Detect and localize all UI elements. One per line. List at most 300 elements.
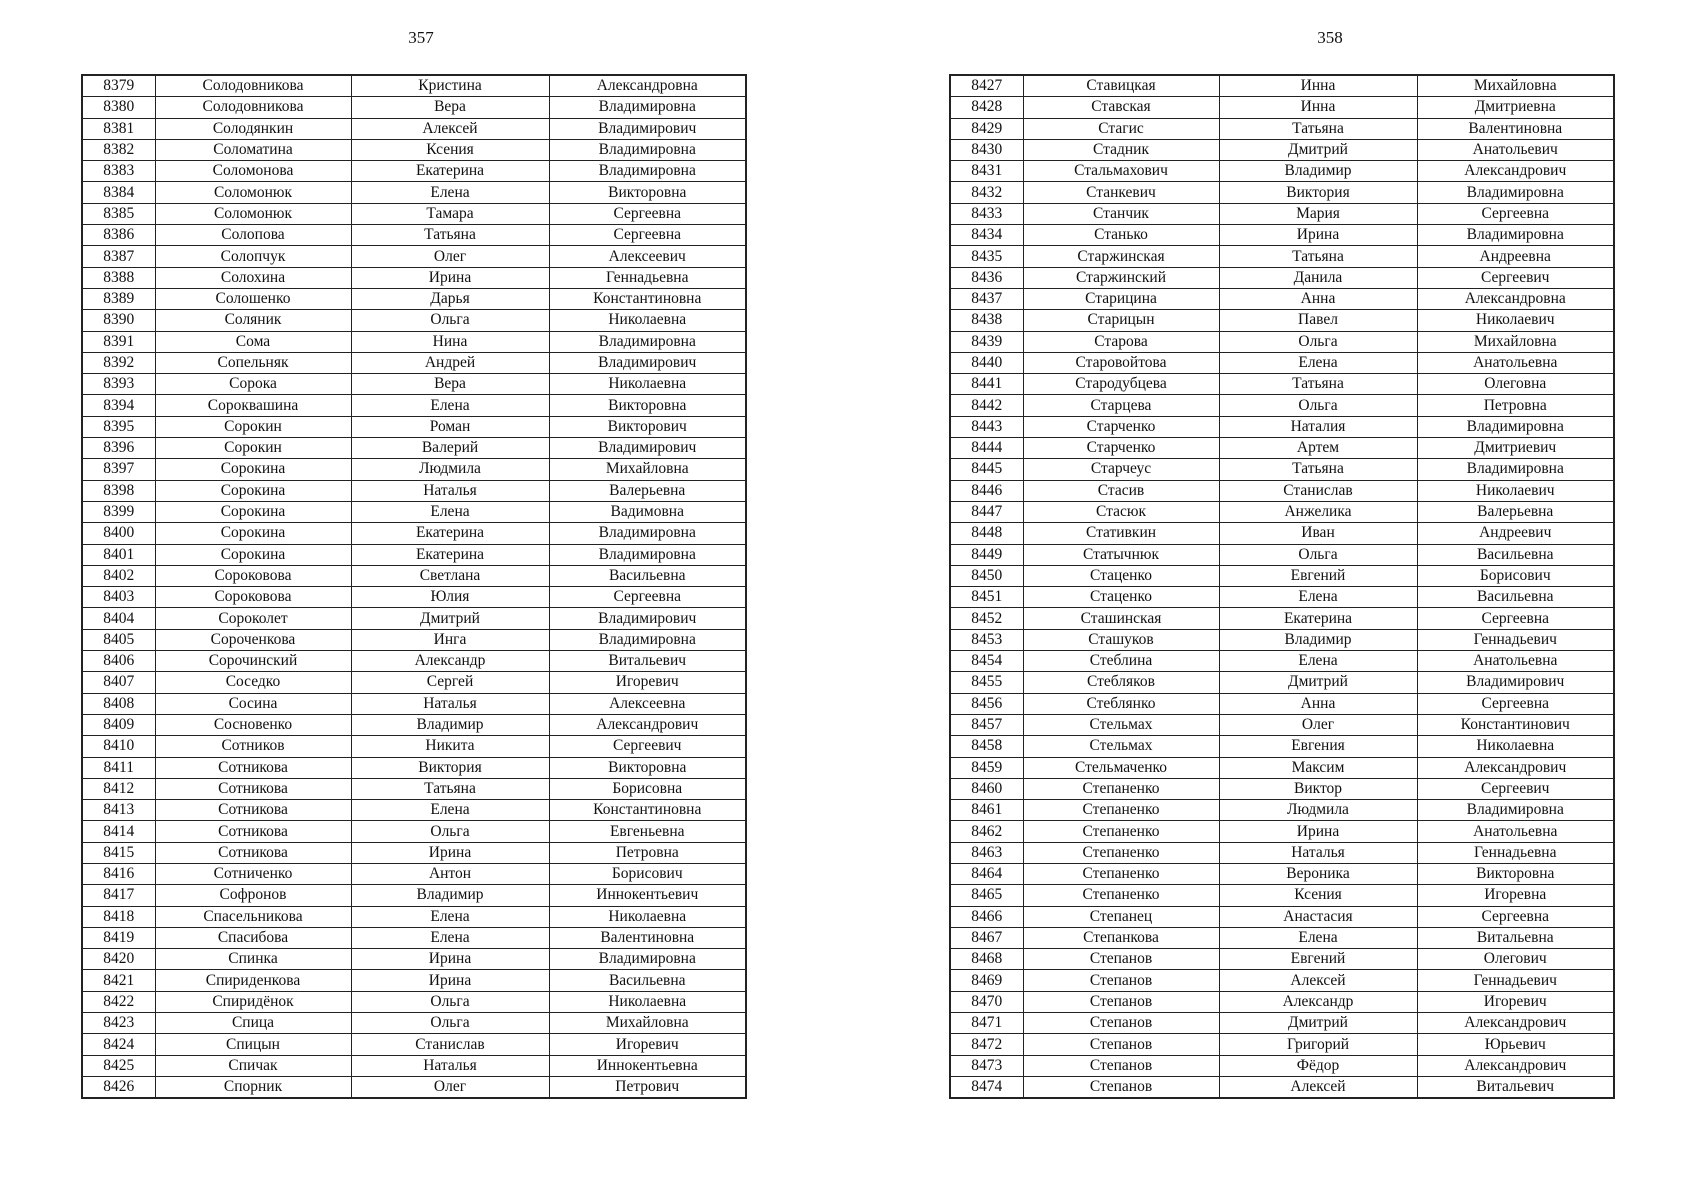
first-name-cell: Екатерина [1219, 608, 1417, 629]
last-name-cell: Стародубцева [1023, 374, 1219, 395]
last-name-cell: Сотниченко [155, 863, 351, 884]
patronymic-cell: Васильевна [1417, 544, 1614, 565]
last-name-cell: Сома [155, 331, 351, 352]
table-row [950, 736, 1614, 757]
table-row [82, 714, 746, 735]
first-name-cell: Вера [351, 374, 549, 395]
table-row [950, 1034, 1614, 1055]
patronymic-cell: Олегович [1417, 949, 1614, 970]
row-number-cell: 8458 [950, 736, 1023, 757]
last-name-cell: Степанов [1023, 1013, 1219, 1034]
patronymic-cell: Валентиновна [549, 927, 746, 948]
first-name-cell: Андрей [351, 352, 549, 373]
table-row [950, 821, 1614, 842]
patronymic-cell: Алексеевич [549, 246, 746, 267]
last-name-cell: Соломонюк [155, 203, 351, 224]
table-row [950, 927, 1614, 948]
last-name-cell: Стальмахович [1023, 161, 1219, 182]
last-name-cell: Сороченкова [155, 629, 351, 650]
first-name-cell: Ксения [1219, 885, 1417, 906]
patronymic-cell: Андреевна [1417, 246, 1614, 267]
first-name-cell: Роман [351, 416, 549, 437]
last-name-cell: Степанов [1023, 1076, 1219, 1098]
last-name-cell: Степанец [1023, 906, 1219, 927]
last-name-cell: Старовойтова [1023, 352, 1219, 373]
last-name-cell: Спорник [155, 1076, 351, 1098]
row-number-cell: 8436 [950, 267, 1023, 288]
patronymic-cell: Владимировна [549, 331, 746, 352]
patronymic-cell: Сергеевич [1417, 267, 1614, 288]
patronymic-cell: Сергеевна [549, 225, 746, 246]
row-number-cell: 8457 [950, 714, 1023, 735]
row-number-cell: 8449 [950, 544, 1023, 565]
table-row [82, 608, 746, 629]
table-row [950, 203, 1614, 224]
patronymic-cell: Витальевич [1417, 1076, 1614, 1098]
first-name-cell: Татьяна [1219, 374, 1417, 395]
last-name-cell: Сорокина [155, 544, 351, 565]
patronymic-cell: Владимировна [1417, 182, 1614, 203]
last-name-cell: Сорокина [155, 480, 351, 501]
row-number-cell: 8425 [82, 1055, 155, 1076]
first-name-cell: Юлия [351, 587, 549, 608]
patronymic-cell: Владимировна [549, 949, 746, 970]
first-name-cell: Ксения [351, 139, 549, 160]
last-name-cell: Солодовникова [155, 97, 351, 118]
first-name-cell: Елена [351, 927, 549, 948]
last-name-cell: Соляник [155, 310, 351, 331]
last-name-cell: Спасибова [155, 927, 351, 948]
register-table [949, 74, 1615, 1099]
first-name-cell: Ольга [1219, 544, 1417, 565]
patronymic-cell: Сергеевич [1417, 778, 1614, 799]
last-name-cell: Старжинский [1023, 267, 1219, 288]
patronymic-cell: Сергеевич [549, 736, 746, 757]
patronymic-cell: Викторовна [549, 757, 746, 778]
patronymic-cell: Петрович [549, 1076, 746, 1098]
last-name-cell: Стельмах [1023, 714, 1219, 735]
row-number-cell: 8453 [950, 629, 1023, 650]
table-row [950, 693, 1614, 714]
last-name-cell: Старченко [1023, 416, 1219, 437]
first-name-cell: Владимир [351, 714, 549, 735]
first-name-cell: Ольга [351, 991, 549, 1012]
row-number-cell: 8429 [950, 118, 1023, 139]
row-number-cell: 8382 [82, 139, 155, 160]
first-name-cell: Станислав [351, 1034, 549, 1055]
table-row [82, 288, 746, 309]
table-row [950, 139, 1614, 160]
patronymic-cell: Валентиновна [1417, 118, 1614, 139]
first-name-cell: Елена [351, 800, 549, 821]
table-row [950, 778, 1614, 799]
row-number-cell: 8393 [82, 374, 155, 395]
last-name-cell: Степаненко [1023, 778, 1219, 799]
table-row [950, 374, 1614, 395]
patronymic-cell: Николаевна [549, 991, 746, 1012]
first-name-cell: Валерий [351, 438, 549, 459]
patronymic-cell: Сергеевна [549, 203, 746, 224]
first-name-cell: Алексей [1219, 1076, 1417, 1098]
patronymic-cell: Александровна [549, 75, 746, 97]
last-name-cell: Сопельняк [155, 352, 351, 373]
table-row [82, 651, 746, 672]
last-name-cell: Старченко [1023, 438, 1219, 459]
table-row [950, 161, 1614, 182]
patronymic-cell: Витальевич [549, 651, 746, 672]
patronymic-cell: Сергеевна [1417, 693, 1614, 714]
table-row [82, 544, 746, 565]
table-row [950, 118, 1614, 139]
row-number-cell: 8440 [950, 352, 1023, 373]
table-row [950, 395, 1614, 416]
table-row [82, 821, 746, 842]
row-number-cell: 8468 [950, 949, 1023, 970]
last-name-cell: Степаненко [1023, 842, 1219, 863]
row-number-cell: 8391 [82, 331, 155, 352]
table-row [82, 75, 746, 97]
last-name-cell: Сорока [155, 374, 351, 395]
first-name-cell: Евгения [1219, 736, 1417, 757]
table-row [950, 842, 1614, 863]
last-name-cell: Сороколет [155, 608, 351, 629]
patronymic-cell: Константиновна [549, 288, 746, 309]
patronymic-cell: Петровна [549, 842, 746, 863]
table-row [82, 267, 746, 288]
page-number: 357 [408, 28, 434, 47]
table-row [82, 949, 746, 970]
table-row [950, 991, 1614, 1012]
patronymic-cell: Александровна [1417, 288, 1614, 309]
first-name-cell: Инга [351, 629, 549, 650]
table-row [950, 565, 1614, 586]
table-row [82, 757, 746, 778]
patronymic-cell: Викторовна [549, 182, 746, 203]
first-name-cell: Павел [1219, 310, 1417, 331]
last-name-cell: Сотникова [155, 757, 351, 778]
last-name-cell: Станкевич [1023, 182, 1219, 203]
table-row [82, 863, 746, 884]
table-row [950, 288, 1614, 309]
row-number-cell: 8381 [82, 118, 155, 139]
patronymic-cell: Михайловна [1417, 75, 1614, 97]
first-name-cell: Ольга [1219, 395, 1417, 416]
first-name-cell: Виктория [351, 757, 549, 778]
first-name-cell: Ирина [1219, 225, 1417, 246]
patronymic-cell: Николаевна [549, 906, 746, 927]
patronymic-cell: Николаевна [549, 374, 746, 395]
last-name-cell: Степанкова [1023, 927, 1219, 948]
row-number-cell: 8412 [82, 778, 155, 799]
first-name-cell: Ирина [351, 267, 549, 288]
row-number-cell: 8464 [950, 863, 1023, 884]
table-row [82, 182, 746, 203]
table-row [950, 885, 1614, 906]
patronymic-cell: Анатольевна [1417, 651, 1614, 672]
patronymic-cell: Владимировна [1417, 800, 1614, 821]
row-number-cell: 8467 [950, 927, 1023, 948]
patronymic-cell: Геннадьевич [1417, 629, 1614, 650]
table-row [82, 352, 746, 373]
first-name-cell: Елена [1219, 352, 1417, 373]
last-name-cell: Соломонова [155, 161, 351, 182]
first-name-cell: Ирина [351, 970, 549, 991]
table-row [82, 587, 746, 608]
row-number-cell: 8421 [82, 970, 155, 991]
row-number-cell: 8420 [82, 949, 155, 970]
row-number-cell: 8443 [950, 416, 1023, 437]
last-name-cell: Спириденкова [155, 970, 351, 991]
row-number-cell: 8439 [950, 331, 1023, 352]
row-number-cell: 8445 [950, 459, 1023, 480]
last-name-cell: Сташуков [1023, 629, 1219, 650]
patronymic-cell: Валерьевна [1417, 501, 1614, 522]
first-name-cell: Ольга [351, 1013, 549, 1034]
last-name-cell: Степанов [1023, 970, 1219, 991]
row-number-cell: 8450 [950, 565, 1023, 586]
last-name-cell: Спасельникова [155, 906, 351, 927]
table-row [950, 523, 1614, 544]
last-name-cell: Сорокина [155, 459, 351, 480]
row-number-cell: 8454 [950, 651, 1023, 672]
patronymic-cell: Владимирович [1417, 672, 1614, 693]
table-row [950, 501, 1614, 522]
row-number-cell: 8474 [950, 1076, 1023, 1098]
first-name-cell: Нина [351, 331, 549, 352]
row-number-cell: 8383 [82, 161, 155, 182]
last-name-cell: Солошенко [155, 288, 351, 309]
first-name-cell: Дмитрий [1219, 672, 1417, 693]
table-row [82, 310, 746, 331]
row-number-cell: 8456 [950, 693, 1023, 714]
patronymic-cell: Сергеевна [549, 587, 746, 608]
patronymic-cell: Константиновна [549, 800, 746, 821]
table-row [950, 651, 1614, 672]
patronymic-cell: Викторович [549, 416, 746, 437]
patronymic-cell: Юрьевич [1417, 1034, 1614, 1055]
last-name-cell: Стеблина [1023, 651, 1219, 672]
table-row [950, 459, 1614, 480]
row-number-cell: 8448 [950, 523, 1023, 544]
table-row [950, 182, 1614, 203]
patronymic-cell: Александрович [1417, 1013, 1614, 1034]
patronymic-cell: Васильевна [1417, 587, 1614, 608]
patronymic-cell: Сергеевна [1417, 608, 1614, 629]
first-name-cell: Виктор [1219, 778, 1417, 799]
patronymic-cell: Александрович [1417, 1055, 1614, 1076]
patronymic-cell: Алексеевна [549, 693, 746, 714]
patronymic-cell: Борисович [1417, 565, 1614, 586]
first-name-cell: Евгений [1219, 949, 1417, 970]
row-number-cell: 8441 [950, 374, 1023, 395]
table-row [950, 225, 1614, 246]
last-name-cell: Сорокина [155, 501, 351, 522]
table-row [82, 203, 746, 224]
row-number-cell: 8414 [82, 821, 155, 842]
last-name-cell: Сороквашина [155, 395, 351, 416]
first-name-cell: Мария [1219, 203, 1417, 224]
table-row [950, 97, 1614, 118]
patronymic-cell: Владимирович [549, 352, 746, 373]
row-number-cell: 8466 [950, 906, 1023, 927]
patronymic-cell: Витальевна [1417, 927, 1614, 948]
first-name-cell: Екатерина [351, 544, 549, 565]
row-number-cell: 8437 [950, 288, 1023, 309]
first-name-cell: Ольга [351, 821, 549, 842]
table-row [950, 949, 1614, 970]
row-number-cell: 8389 [82, 288, 155, 309]
page-right [850, 0, 1701, 1200]
first-name-cell: Инна [1219, 97, 1417, 118]
row-number-cell: 8392 [82, 352, 155, 373]
patronymic-cell: Викторовна [549, 395, 746, 416]
first-name-cell: Татьяна [1219, 118, 1417, 139]
row-number-cell: 8398 [82, 480, 155, 501]
patronymic-cell: Вадимовна [549, 501, 746, 522]
row-number-cell: 8385 [82, 203, 155, 224]
first-name-cell: Людмила [1219, 800, 1417, 821]
table-row [82, 1013, 746, 1034]
row-number-cell: 8397 [82, 459, 155, 480]
row-number-cell: 8394 [82, 395, 155, 416]
row-number-cell: 8416 [82, 863, 155, 884]
first-name-cell: Алексей [351, 118, 549, 139]
row-number-cell: 8430 [950, 139, 1023, 160]
patronymic-cell: Олеговна [1417, 374, 1614, 395]
first-name-cell: Ирина [351, 842, 549, 863]
first-name-cell: Татьяна [1219, 459, 1417, 480]
table-row [82, 970, 746, 991]
last-name-cell: Сотников [155, 736, 351, 757]
patronymic-cell: Михайловна [549, 459, 746, 480]
last-name-cell: Спиридёнок [155, 991, 351, 1012]
last-name-cell: Старцева [1023, 395, 1219, 416]
table-row [950, 1055, 1614, 1076]
patronymic-cell: Александрович [1417, 161, 1614, 182]
last-name-cell: Сотникова [155, 778, 351, 799]
patronymic-cell: Владимировна [549, 139, 746, 160]
patronymic-cell: Николаевич [1417, 480, 1614, 501]
last-name-cell: Старицын [1023, 310, 1219, 331]
first-name-cell: Анжелика [1219, 501, 1417, 522]
patronymic-cell: Геннадьевна [549, 267, 746, 288]
first-name-cell: Вера [351, 97, 549, 118]
table-row [950, 310, 1614, 331]
table-row [82, 991, 746, 1012]
table-row [950, 757, 1614, 778]
patronymic-cell: Игоревич [549, 672, 746, 693]
last-name-cell: Сташинская [1023, 608, 1219, 629]
table-row [950, 906, 1614, 927]
row-number-cell: 8379 [82, 75, 155, 97]
first-name-cell: Инна [1219, 75, 1417, 97]
first-name-cell: Алексей [1219, 970, 1417, 991]
row-number-cell: 8434 [950, 225, 1023, 246]
first-name-cell: Дмитрий [351, 608, 549, 629]
patronymic-cell: Владимирович [549, 118, 746, 139]
first-name-cell: Светлана [351, 565, 549, 586]
first-name-cell: Наталия [1219, 416, 1417, 437]
patronymic-cell: Дмитриевич [1417, 438, 1614, 459]
row-number-cell: 8409 [82, 714, 155, 735]
patronymic-cell: Геннадьевич [1417, 970, 1614, 991]
last-name-cell: Сотникова [155, 821, 351, 842]
first-name-cell: Виктория [1219, 182, 1417, 203]
row-number-cell: 8405 [82, 629, 155, 650]
table-row [82, 800, 746, 821]
first-name-cell: Данила [1219, 267, 1417, 288]
patronymic-cell: Сергеевна [1417, 906, 1614, 927]
row-number-cell: 8407 [82, 672, 155, 693]
table-row [950, 331, 1614, 352]
first-name-cell: Владимир [1219, 161, 1417, 182]
row-number-cell: 8431 [950, 161, 1023, 182]
last-name-cell: Старова [1023, 331, 1219, 352]
patronymic-cell: Иннокентьевич [549, 885, 746, 906]
table-row [82, 225, 746, 246]
last-name-cell: Стеблянко [1023, 693, 1219, 714]
first-name-cell: Татьяна [351, 778, 549, 799]
last-name-cell: Стасив [1023, 480, 1219, 501]
table-row [82, 139, 746, 160]
row-number-cell: 8386 [82, 225, 155, 246]
row-number-cell: 8452 [950, 608, 1023, 629]
row-number-cell: 8473 [950, 1055, 1023, 1076]
last-name-cell: Стаценко [1023, 565, 1219, 586]
patronymic-cell: Владимирович [549, 438, 746, 459]
first-name-cell: Станислав [1219, 480, 1417, 501]
first-name-cell: Анна [1219, 693, 1417, 714]
patronymic-cell: Владимировна [549, 544, 746, 565]
patronymic-cell: Владимировна [1417, 225, 1614, 246]
first-name-cell: Татьяна [351, 225, 549, 246]
last-name-cell: Степаненко [1023, 800, 1219, 821]
first-name-cell: Олег [351, 246, 549, 267]
first-name-cell: Григорий [1219, 1034, 1417, 1055]
table-row [82, 906, 746, 927]
first-name-cell: Ирина [1219, 821, 1417, 842]
row-number-cell: 8433 [950, 203, 1023, 224]
first-name-cell: Никита [351, 736, 549, 757]
first-name-cell: Елена [351, 182, 549, 203]
first-name-cell: Дмитрий [1219, 1013, 1417, 1034]
row-number-cell: 8406 [82, 651, 155, 672]
first-name-cell: Елена [351, 501, 549, 522]
first-name-cell: Тамара [351, 203, 549, 224]
first-name-cell: Елена [1219, 587, 1417, 608]
first-name-cell: Ирина [351, 949, 549, 970]
table-row [82, 246, 746, 267]
patronymic-cell: Викторовна [1417, 863, 1614, 884]
row-number-cell: 8451 [950, 587, 1023, 608]
row-number-cell: 8423 [82, 1013, 155, 1034]
table-row [82, 885, 746, 906]
row-number-cell: 8380 [82, 97, 155, 118]
page-left [0, 0, 850, 1200]
table-row [950, 800, 1614, 821]
first-name-cell: Наталья [351, 1055, 549, 1076]
table-row [950, 75, 1614, 97]
last-name-cell: Станько [1023, 225, 1219, 246]
row-number-cell: 8418 [82, 906, 155, 927]
table-row [82, 927, 746, 948]
first-name-cell: Наталья [1219, 842, 1417, 863]
row-number-cell: 8424 [82, 1034, 155, 1055]
table-row [950, 608, 1614, 629]
table-row [82, 672, 746, 693]
row-number-cell: 8455 [950, 672, 1023, 693]
last-name-cell: Степаненко [1023, 885, 1219, 906]
